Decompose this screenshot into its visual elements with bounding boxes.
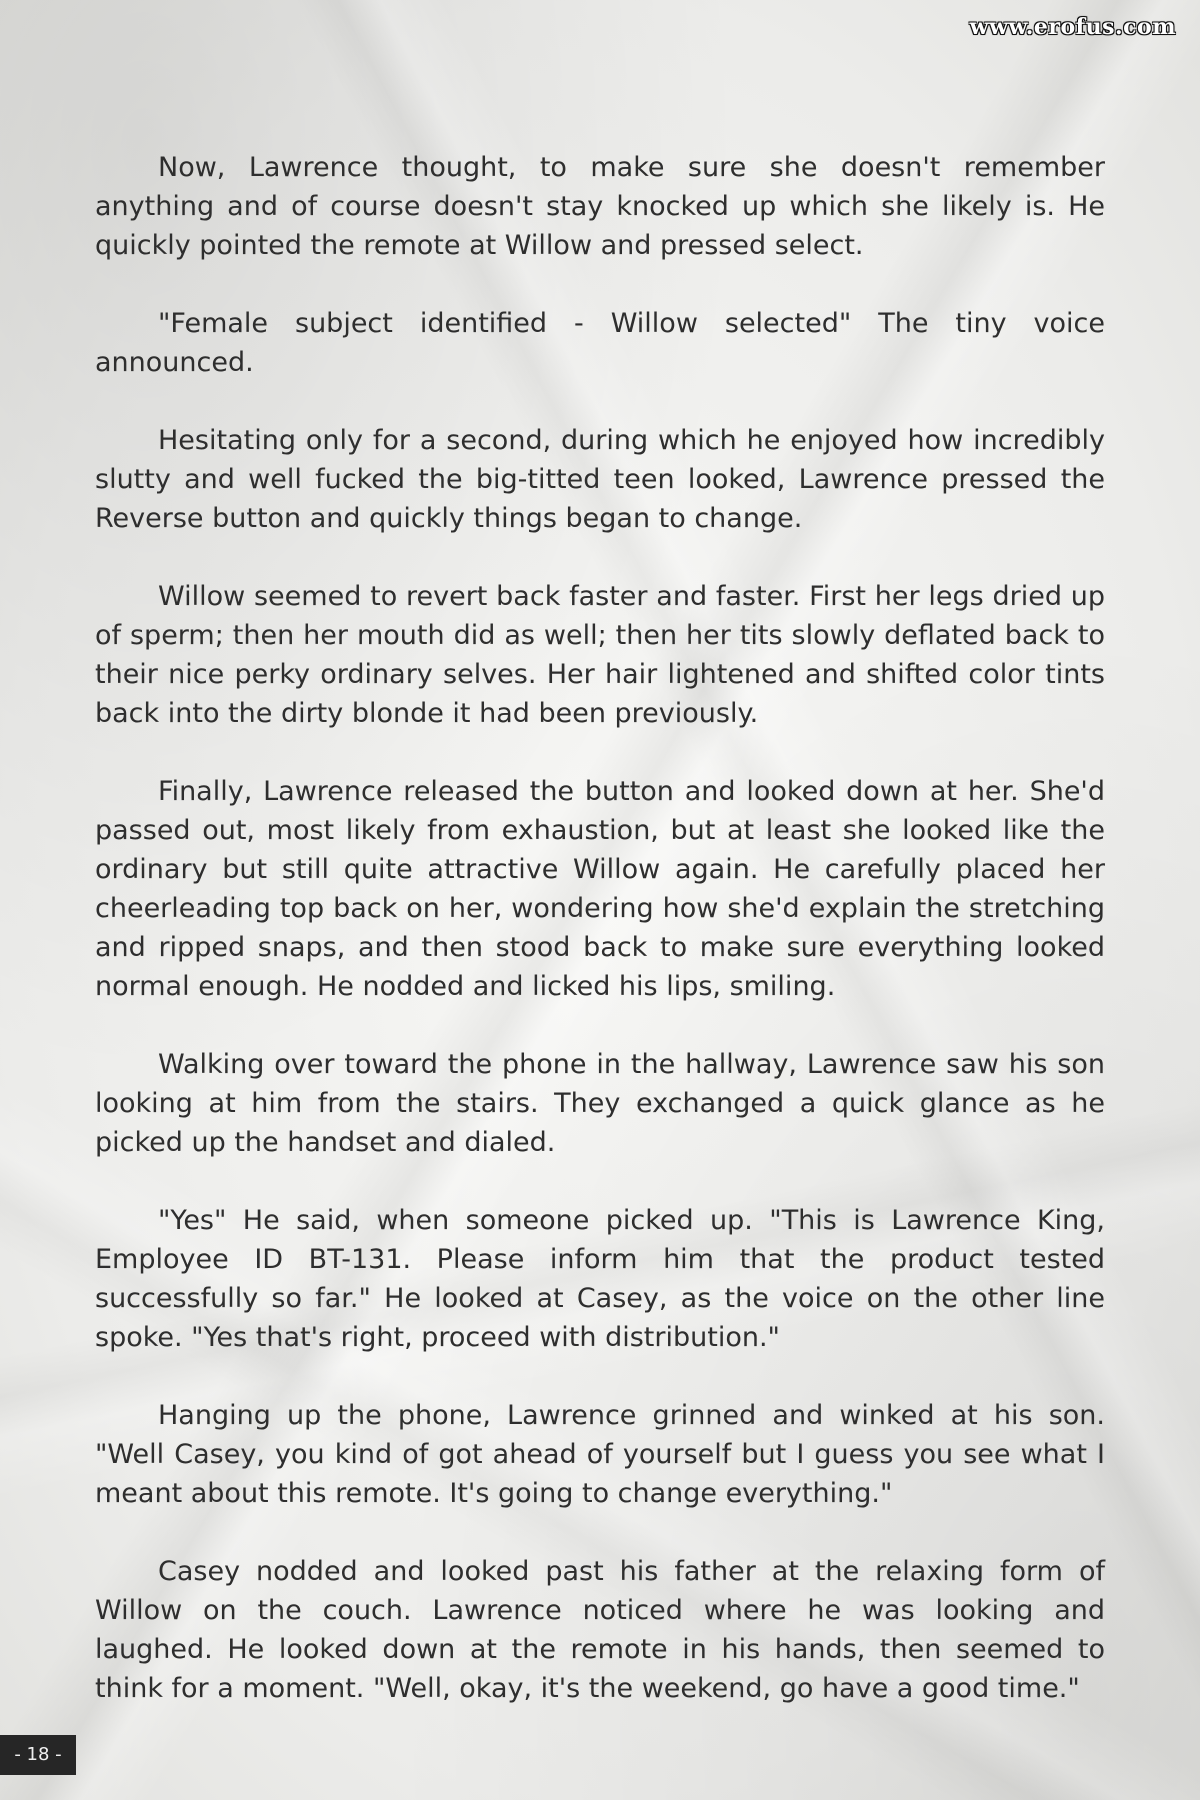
paragraph: Walking over toward the phone in the hallway, Lawrence saw his son looking at him from the stairs. They exchanged a quick glance as he picked up the handset and dialed.	[95, 1049, 1105, 1158]
paragraph: "Yes" He said, when someone picked up. "This is Lawrence King, Employee ID BT-131. Please inform him that the product tested successfully so far." He looked at Casey, as the voice on the other line spoke. "Yes that's right, proceed with distribution."	[95, 1205, 1105, 1353]
paragraph: "Female subject identified - Willow selected" The tiny voice announced.	[95, 308, 1105, 378]
paragraph: Willow seemed to revert back faster and faster. First her legs dried up of sperm; then her mouth did as well; then her tits slowly deflated back to their nice perky ordinary selves. Her hair lightened and shifted color tints back into the dirty blonde it had been previously.	[95, 581, 1105, 729]
page-number: - 18 -	[0, 1735, 76, 1775]
paragraph: Hanging up the phone, Lawrence grinned and winked at his son. "Well Casey, you kind of got ahead of yourself but I guess you see what I meant about this remote. It's going to change everything."	[95, 1400, 1105, 1509]
paragraph: Finally, Lawrence released the button and looked down at her. She'd passed out, most likely from exhaustion, but at least she looked like the ordinary but still quite attractive Willow again. He carefully placed her cheerleading top back on her, wondering how she'd explain the stretching and ripped snaps, and then stood back to make sure everything looked normal enough. He nodded and licked his lips, smiling.	[95, 776, 1105, 1002]
paragraph: Now, Lawrence thought, to make sure she doesn't remember anything and of course doesn't stay knocked up which she likely is. He quickly pointed the remote at Willow and pressed select.	[95, 152, 1105, 261]
paragraph: Hesitating only for a second, during which he enjoyed how incredibly slutty and well fucked the big-titted teen looked, Lawrence pressed the Reverse button and quickly things began to change.	[95, 425, 1105, 534]
paragraph: Casey nodded and looked past his father at the relaxing form of Willow on the couch. Lawrence noticed where he was looking and laughed. He looked down at the remote in his hands, then seemed to think for a moment. "Well, okay, it's the weekend, go have a good time."	[95, 1556, 1105, 1704]
site-watermark: www.erofus.com	[969, 14, 1176, 40]
story-text	[95, 148, 1105, 1708]
